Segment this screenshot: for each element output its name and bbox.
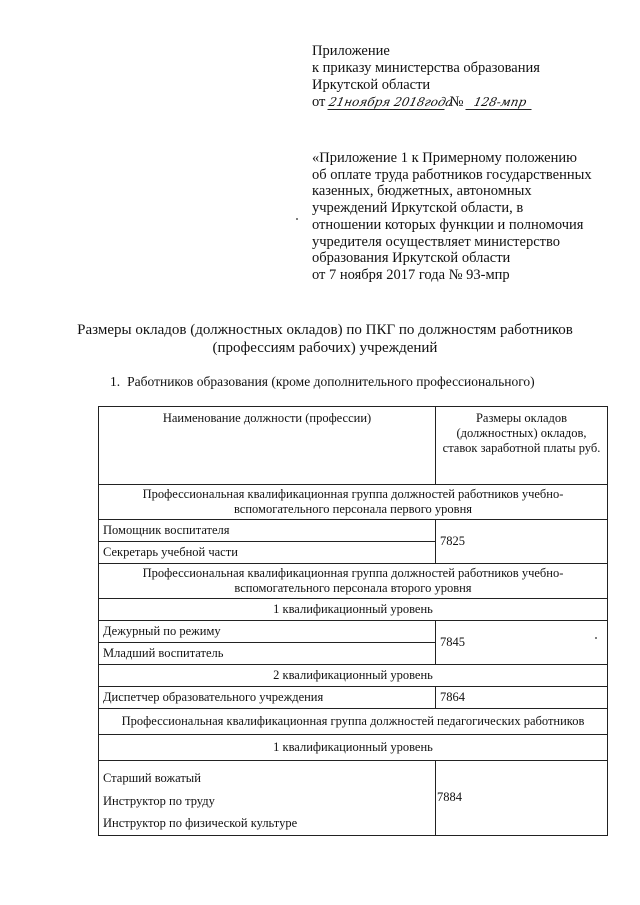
salary-value-cell: 7864 — [436, 687, 608, 709]
appendix-line: отношении которых функции и полномочия — [312, 216, 584, 233]
table-row — [99, 621, 608, 643]
header-date-line — [312, 94, 612, 111]
level-row — [99, 599, 608, 621]
number-prefix: № — [449, 94, 464, 110]
page-title — [60, 321, 590, 357]
level-cell: 1 квалификационный уровень — [99, 735, 608, 761]
handwritten-date: 21ноября 2018года — [327, 95, 455, 109]
table-row — [99, 687, 608, 709]
date-prefix: от — [312, 94, 326, 110]
position-item: Старший вожатый — [103, 771, 201, 785]
group-row — [99, 485, 608, 520]
position-cell: Секретарь учебной части — [99, 542, 436, 564]
section-number: 1. — [110, 374, 121, 389]
section-heading — [110, 374, 535, 390]
table-row — [99, 520, 608, 542]
group-cell: Профессиональная квалификационная группа должностей работников учебно-вспомогательного персонала второго уровня — [99, 564, 608, 599]
level-cell: 2 квалификационный уровень — [99, 665, 608, 687]
position-item: Инструктор по труду — [103, 793, 215, 808]
position-cell: Диспетчер образовательного учреждения — [99, 687, 436, 709]
position-cell: Младший воспитатель — [99, 643, 436, 665]
position-cell: Дежурный по режиму — [99, 621, 436, 643]
salary-table — [98, 406, 608, 836]
scan-speck — [296, 218, 298, 220]
header-size-cell: Размеры окладов (должностных) окладов, ставок заработной платы руб. — [436, 407, 608, 485]
handwritten-number: 128-мпр — [466, 95, 535, 110]
header-line-1: Приложение — [312, 43, 390, 59]
level-row — [99, 735, 608, 761]
appendix-line: от 7 ноября 2017 года № 93-мпр — [312, 266, 510, 283]
salary-value-cell: 7845 — [436, 621, 608, 665]
group-row — [99, 564, 608, 599]
position-item: Инструктор по физической культуре — [103, 816, 298, 830]
salary-value-cell: 7884 — [436, 761, 608, 836]
approval-header — [312, 43, 612, 111]
group-cell: Профессиональная квалификационная группа должностей работников учебно-вспомогательного персонала первого уровня — [99, 485, 608, 520]
appendix-line: казенных, бюджетных, автономных — [312, 183, 532, 200]
header-name-cell: Наименование должности (профессии) — [99, 407, 436, 485]
appendix-reference — [312, 150, 622, 284]
appendix-line: учреждений Иркутской области, в — [312, 200, 524, 217]
header-line-2: к приказу министерства образования — [312, 60, 540, 76]
table-row — [99, 761, 608, 836]
title-line-2: (профессиям рабочих) учреждений — [212, 340, 438, 356]
group-row — [99, 709, 608, 735]
position-list-cell — [99, 761, 436, 836]
title-line-1: Размеры окладов (должностных окладов) по ПКГ по должностям работников — [77, 322, 573, 338]
section-text: Работников образования (кроме дополнительного профессионального) — [127, 374, 535, 389]
appendix-line: образования Иркутской области — [312, 250, 511, 267]
header-line-3: Иркутской области — [312, 77, 431, 93]
appendix-line: об оплате труда работников государственных — [312, 166, 592, 183]
level-cell: 1 квалификационный уровень — [99, 599, 608, 621]
position-cell: Помощник воспитателя — [99, 520, 436, 542]
appendix-line: «Приложение 1 к Примерному положению — [312, 150, 577, 166]
appendix-line: учредителя осуществляет министерство — [312, 233, 560, 250]
salary-value-cell: 7825 — [436, 520, 608, 564]
table-header-row — [99, 407, 608, 485]
group-cell: Профессиональная квалификационная группа должностей педагогических работников — [99, 709, 608, 735]
level-row — [99, 665, 608, 687]
